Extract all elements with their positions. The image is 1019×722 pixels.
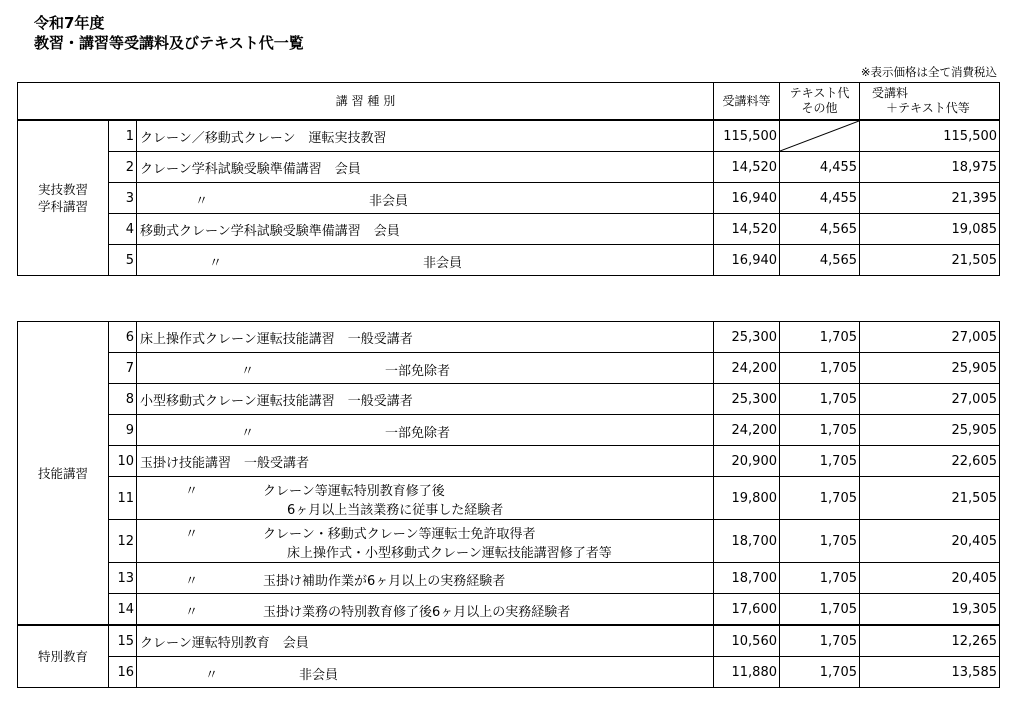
course-name (137, 183, 714, 214)
row-number: 8 (109, 384, 137, 415)
row-number: 1 (109, 120, 137, 152)
ditto-mark: 〃 (241, 426, 255, 441)
fee-value: 18,700 (714, 520, 780, 563)
row-number: 5 (109, 245, 137, 276)
table-row (18, 183, 1000, 214)
ditto-mark: 〃 (195, 194, 209, 209)
header-text-cost (780, 83, 860, 121)
row-number: 7 (109, 353, 137, 384)
fee-value: 16,940 (714, 245, 780, 276)
total-value: 12,265 (860, 625, 1000, 657)
table-row (18, 563, 1000, 594)
table-row (18, 322, 1000, 353)
course-subname: 非会員 (423, 256, 463, 271)
text-cost-empty (780, 120, 860, 152)
table-row (18, 415, 1000, 446)
course-subname-line2: 6ヶ月以上当該業務に従事した経験者 (287, 503, 504, 518)
tax-note: ※表示価格は全て消費税込 (860, 65, 997, 79)
fee-value: 25,300 (714, 322, 780, 353)
course-subname-line1: クレーン等運転特別教育修了後 (263, 484, 445, 499)
text-cost-value: 1,705 (780, 384, 860, 415)
category-skills: 技能講習 (18, 322, 109, 626)
total-value: 21,505 (860, 477, 1000, 520)
text-cost-value: 4,565 (780, 245, 860, 276)
text-cost-value: 4,455 (780, 152, 860, 183)
table-row (18, 446, 1000, 477)
header-total (860, 83, 1000, 121)
row-number: 9 (109, 415, 137, 446)
table-row (18, 384, 1000, 415)
course-name: 玉掛け技能講習 一般受講者 (137, 446, 714, 477)
total-value: 25,905 (860, 415, 1000, 446)
table-row (18, 245, 1000, 276)
row-number: 2 (109, 152, 137, 183)
text-cost-value: 4,565 (780, 214, 860, 245)
total-value: 22,605 (860, 446, 1000, 477)
ditto-mark: 〃 (209, 256, 223, 271)
table-row (18, 120, 1000, 152)
row-number: 6 (109, 322, 137, 353)
course-name (137, 563, 714, 594)
fee-value: 11,880 (714, 657, 780, 688)
course-name: クレーン運転特別教育 会員 (137, 625, 714, 657)
diagonal-slash (780, 121, 859, 151)
course-name (137, 594, 714, 626)
text-cost-value: 1,705 (780, 446, 860, 477)
course-name: クレーン学科試験受験準備講習 会員 (137, 152, 714, 183)
text-cost-value: 1,705 (780, 415, 860, 446)
total-value: 21,395 (860, 183, 1000, 214)
table-row (18, 152, 1000, 183)
header-row (18, 83, 1000, 121)
row-number: 15 (109, 625, 137, 657)
text-cost-value: 1,705 (780, 477, 860, 520)
total-value: 25,905 (860, 353, 1000, 384)
total-value: 21,505 (860, 245, 1000, 276)
ditto-mark: 〃 (185, 605, 199, 620)
row-number: 13 (109, 563, 137, 594)
text-cost-value: 1,705 (780, 657, 860, 688)
course-name (137, 245, 714, 276)
course-subname-line1: クレーン・移動式クレーン等運転士免許取得者 (263, 527, 536, 542)
ditto-mark: 〃 (205, 668, 219, 683)
course-subname: 一部免除者 (385, 426, 451, 441)
total-value: 27,005 (860, 322, 1000, 353)
category-special: 特別教育 (18, 625, 109, 688)
category-line1: 実技教習 (37, 182, 88, 197)
category-line2: 学科講習 (37, 199, 88, 214)
text-cost-value: 1,705 (780, 520, 860, 563)
course-subname-line2: 床上操作式・小型移動式クレーン運転技能講習修了者等 (287, 546, 612, 561)
course-name: 床上操作式クレーン運転技能講習 一般受講者 (137, 322, 714, 353)
header-course-type: 講 習 種 別 (18, 83, 714, 121)
row-number: 4 (109, 214, 137, 245)
course-subname: 玉掛け業務の特別教育修了後6ヶ月以上の実務経験者 (263, 605, 571, 620)
course-name (137, 477, 714, 520)
table-row (18, 657, 1000, 688)
text-cost-value: 1,705 (780, 594, 860, 626)
fee-value: 18,700 (714, 563, 780, 594)
course-name (137, 415, 714, 446)
total-value: 20,405 (860, 520, 1000, 563)
course-subname: 非会員 (369, 194, 409, 209)
total-value: 19,305 (860, 594, 1000, 626)
category-practical (18, 120, 109, 276)
course-name (137, 520, 714, 563)
fee-table-practical (17, 82, 1000, 276)
total-value: 20,405 (860, 563, 1000, 594)
total-value: 115,500 (860, 120, 1000, 152)
fee-value: 19,800 (714, 477, 780, 520)
fee-value: 17,600 (714, 594, 780, 626)
course-name (137, 657, 714, 688)
total-value: 19,085 (860, 214, 1000, 245)
row-number: 3 (109, 183, 137, 214)
course-subname: 玉掛け補助作業が6ヶ月以上の実務経験者 (263, 574, 506, 589)
text-cost-value: 1,705 (780, 322, 860, 353)
table-row (18, 594, 1000, 626)
fee-value: 14,520 (714, 152, 780, 183)
text-cost-value: 1,705 (780, 625, 860, 657)
course-name: 移動式クレーン学科試験受験準備講習 会員 (137, 214, 714, 245)
ditto-mark: 〃 (185, 484, 199, 499)
table-row (18, 520, 1000, 563)
text-cost-value: 1,705 (780, 353, 860, 384)
text-cost-value: 1,705 (780, 563, 860, 594)
fee-value: 115,500 (714, 120, 780, 152)
total-value: 18,975 (860, 152, 1000, 183)
fee-value: 20,900 (714, 446, 780, 477)
header-total-line2: ＋テキスト代等 (886, 101, 970, 115)
ditto-mark: 〃 (185, 527, 199, 542)
fee-value: 16,940 (714, 183, 780, 214)
fee-value: 10,560 (714, 625, 780, 657)
total-value: 27,005 (860, 384, 1000, 415)
course-subname: 一部免除者 (385, 364, 451, 379)
header-text-line1: テキスト代 (789, 86, 850, 100)
fee-value: 24,200 (714, 415, 780, 446)
header-total-line1: 受講料 (872, 86, 909, 100)
page-title-year: 令和7年度 (34, 14, 105, 32)
text-cost-value: 4,455 (780, 183, 860, 214)
header-text-line2: その他 (801, 101, 838, 115)
total-value: 13,585 (860, 657, 1000, 688)
course-name: クレーン／移動式クレーン 運転実技教習 (137, 120, 714, 152)
course-name (137, 353, 714, 384)
table-row (18, 353, 1000, 384)
fee-value: 24,200 (714, 353, 780, 384)
fee-table-skills (17, 321, 1000, 688)
table-row (18, 625, 1000, 657)
ditto-mark: 〃 (241, 364, 255, 379)
row-number: 16 (109, 657, 137, 688)
page-title: 教習・講習等受講料及びテキスト代一覧 (34, 34, 304, 52)
header-fee: 受講料等 (714, 83, 780, 121)
row-number: 11 (109, 477, 137, 520)
course-subname: 非会員 (299, 668, 339, 683)
row-number: 12 (109, 520, 137, 563)
course-name: 小型移動式クレーン運転技能講習 一般受講者 (137, 384, 714, 415)
row-number: 14 (109, 594, 137, 626)
row-number: 10 (109, 446, 137, 477)
table-row (18, 214, 1000, 245)
fee-value: 25,300 (714, 384, 780, 415)
table-row (18, 477, 1000, 520)
fee-value: 14,520 (714, 214, 780, 245)
ditto-mark: 〃 (185, 574, 199, 589)
